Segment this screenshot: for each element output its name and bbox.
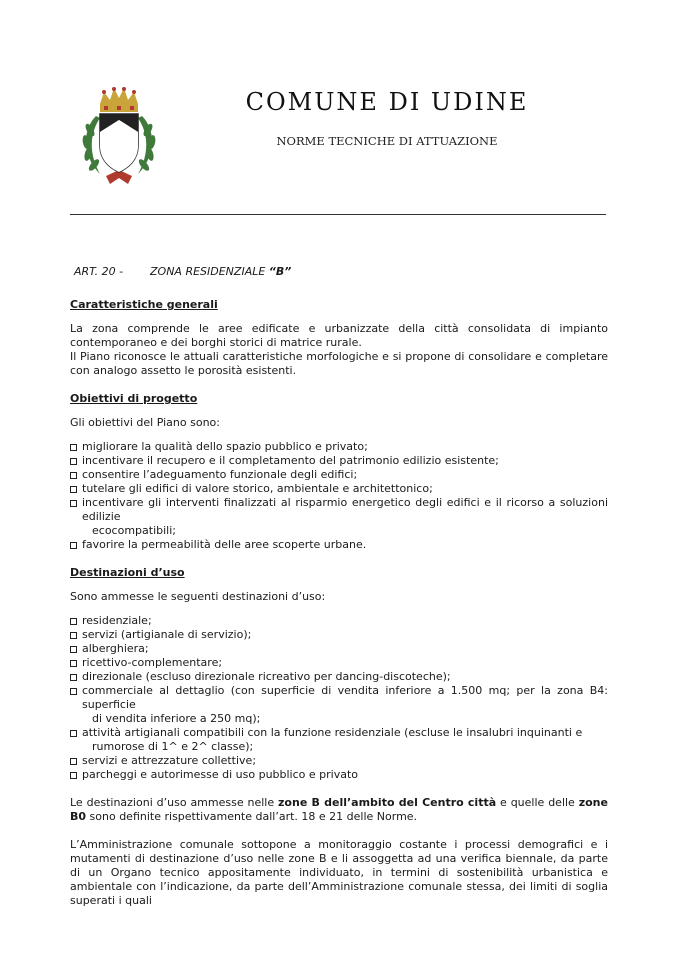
article-title-text: ZONA RESIDENZIALE: [150, 265, 269, 278]
note-text-3: sono definite rispettivamente dall’art. 18 e 21 delle Norme.: [86, 810, 418, 823]
checkbox-bullet-icon: [70, 486, 77, 493]
section-heading-general: Caratteristiche generali: [70, 298, 218, 311]
checkbox-bullet-icon: [70, 500, 77, 507]
list-item: [70, 496, 608, 538]
list-item-text: parcheggi e autorimesse di uso pubblico e privato: [82, 768, 359, 781]
list-item: [70, 684, 608, 726]
list-item-text: consentire l’adeguamento funzionale degli edifici;: [82, 468, 358, 481]
checkbox-bullet-icon: [70, 472, 77, 479]
list-item-text: commerciale al dettaglio (con superficie di vendita inferiore a 1.500 mq; per la zona B4: superficie: [82, 684, 608, 711]
article-heading: [74, 265, 291, 278]
general-paragraph-1: La zona comprende le aree edificate e urbanizzate della città consolidata di impianto contemporaneo e dei borghi storici di matrice rurale.: [70, 322, 608, 349]
list-item: [70, 656, 608, 670]
list-item: [70, 454, 608, 468]
checkbox-bullet-icon: [70, 758, 77, 765]
list-item: [70, 726, 608, 754]
list-item: [70, 614, 608, 628]
checkbox-bullet-icon: [70, 674, 77, 681]
list-item-text: tutelare gli edifici di valore storico, ambientale e architettonico;: [82, 482, 433, 495]
article-title: [150, 265, 291, 278]
goals-intro: Gli obiettivi del Piano sono:: [70, 416, 220, 429]
uses-list: [70, 614, 608, 782]
list-item-continuation: rumorose di 1^ e 2^ classe);: [92, 740, 254, 753]
list-item-text: alberghiera;: [82, 642, 149, 655]
goals-list: [70, 440, 608, 552]
checkbox-bullet-icon: [70, 632, 77, 639]
list-item: [70, 538, 608, 552]
list-item: [70, 440, 608, 454]
checkbox-bullet-icon: [70, 646, 77, 653]
checkbox-bullet-icon: [70, 618, 77, 625]
list-item-text: incentivare il recupero e il completamento del patrimonio edilizio esistente;: [82, 454, 499, 467]
list-item-text: direzionale (escluso direzionale ricreativo per dancing-discoteche);: [82, 670, 451, 683]
article-body: [70, 298, 608, 908]
checkbox-bullet-icon: [70, 458, 77, 465]
list-item-text: favorire la permeabilità delle aree scoperte urbane.: [82, 538, 367, 551]
checkbox-bullet-icon: [70, 660, 77, 667]
list-item-text: migliorare la qualità dello spazio pubblico e privato;: [82, 440, 368, 453]
list-item: [70, 768, 608, 782]
note-bold-1: zone B dell’ambito del Centro città: [278, 796, 497, 809]
list-item-text: residenziale;: [82, 614, 152, 627]
note-bold-2: zone B0: [70, 796, 608, 823]
general-paragraph-2: Il Piano riconosce le attuali caratteristiche morfologiche e si propone di consolidare e completare con analogo assetto le porosità esistenti.: [70, 350, 608, 377]
uses-note-paragraph: [70, 796, 608, 824]
note-text-1: Le destinazioni d’uso ammesse nelle: [70, 796, 279, 809]
checkbox-bullet-icon: [70, 688, 77, 695]
uses-intro: Sono ammesse le seguenti destinazioni d’uso:: [70, 590, 326, 603]
header-divider: [70, 214, 606, 215]
list-item: [70, 468, 608, 482]
monitoring-paragraph: L’Amministrazione comunale sottopone a monitoraggio costante i processi demografici e i mutamenti di destinazione d’uso nelle zone B e li assoggetta ad una verifica biennale, da parte di un Organo tecnico appositamente individuato, in termini di sostenibilità urbanistica e ambientale con l’indicazione, da parte dell’Amministrazione comunale stessa, dei limiti di soglia superati i quali: [70, 838, 608, 907]
list-item-text: incentivare gli interventi finalizzati al risparmio energetico degli edifici e il ricorso a soluzioni edilizie: [82, 496, 608, 523]
checkbox-bullet-icon: [70, 730, 77, 737]
list-item: [70, 628, 608, 642]
list-item-text: ricettivo-complementare;: [82, 656, 223, 669]
list-item-text: servizi e attrezzature collettive;: [82, 754, 257, 767]
coat-of-arms-logo: [76, 86, 162, 190]
article-number: ART. 20 -: [74, 265, 124, 278]
list-item-continuation: di vendita inferiore a 250 mq);: [92, 712, 261, 725]
checkbox-bullet-icon: [70, 542, 77, 549]
checkbox-bullet-icon: [70, 444, 77, 451]
list-item-text: attività artigianali compatibili con la funzione residenziale (escluse le insalubri inquinanti e: [82, 726, 583, 739]
list-item-continuation: ecocompatibili;: [92, 524, 176, 537]
section-heading-uses: Destinazioni d’uso: [70, 566, 185, 579]
checkbox-bullet-icon: [70, 772, 77, 779]
document-header-subtitle: NORME TECNICHE DI ATTUAZIONE: [276, 134, 498, 148]
list-item: [70, 754, 608, 768]
list-item-text: servizi (artigianale di servizio);: [82, 628, 252, 641]
list-item: [70, 670, 608, 684]
article-title-quoted: “B”: [268, 265, 292, 278]
section-heading-goals: Obiettivi di progetto: [70, 392, 198, 405]
document-header-title: COMUNE DI UDINE: [245, 88, 529, 116]
list-item: [70, 642, 608, 656]
list-item: [70, 482, 608, 496]
note-text-2: e quelle delle: [496, 796, 579, 809]
